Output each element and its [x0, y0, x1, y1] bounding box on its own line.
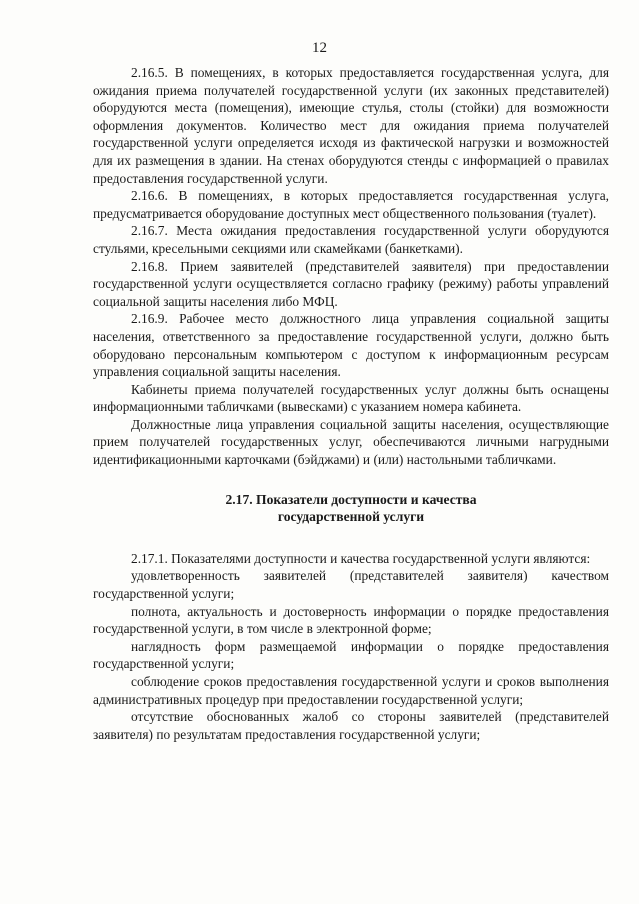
section-heading-2-17	[93, 491, 609, 526]
list-item-completeness: полнота, актуальность и достоверность информации о порядке предоставления государственной услуги, в том числе в электронной форме;	[93, 603, 609, 637]
section-heading-line-2: государственной услуги	[277, 509, 425, 525]
page-number: 12	[312, 40, 327, 56]
section-heading-line-1: 2.17. Показатели доступности и качества	[225, 491, 477, 507]
paragraph-2-16-9: 2.16.9. Рабочее место должностного лица управления социальной защиты населения, ответственного за предоставление государственной услуги, должно быть оборудовано персональным компьютером с доступом к информационным ресурсам управления социальной защиты населения.	[93, 311, 609, 380]
list-item-satisfaction: удовлетворенность заявителей (представителей заявителя) качеством государственной услуги;	[93, 568, 609, 602]
list-item-no-complaints: отсутствие обоснованных жалоб со стороны заявителей (представителей заявителя) по результатам предоставления государственной услуги;	[93, 709, 609, 742]
page-content	[93, 64, 609, 743]
paragraph-2-16-6: 2.16.6. В помещениях, в которых предоставляется государственная услуга, предусматривается оборудование доступных мест общественного пользования (туалет).	[93, 188, 609, 221]
paragraph-2-16-8: 2.16.8. Прием заявителей (представителей заявителя) при предоставлении государственной услуги осуществляется согласно графику (режиму) работы управлений социальной защиты населения либо МФЦ.	[93, 258, 609, 309]
paragraph-2-16-5: 2.16.5. В помещениях, в которых предоставляется государственная услуга, для ожидания приема получателей государственной услуги (их законных представителей) оборудуются места (помещения), имеющие стулья, столы (стойки) для возможности оформления документов. Количество мест для ожидания приема получателей государственной услуги определяется исходя из фактической нагрузки и возможностей для их размещения в здании. На стенах оборудуются стенды с информацией о правилах предоставления государственной услуги.	[93, 65, 609, 186]
paragraph-officials: Должностные лица управления социальной защиты населения, осуществляющие прием получателей государственных услуг, обеспечиваются личными нагрудными идентификационными карточками (бэйджами) и (или) настольными табличками.	[93, 416, 609, 468]
list-item-deadlines: соблюдение сроков предоставления государственной услуги и сроков выполнения административных процедур при предоставлении государственной услуги;	[93, 674, 609, 707]
list-item-visibility: наглядность форм размещаемой информации о порядке предоставления государственной услуги;	[93, 638, 609, 672]
paragraph-cabinets: Кабинеты приема получателей государственных услуг должны быть оснащены информационными табличками (вывесками) с указанием номера кабинета.	[93, 381, 609, 415]
paragraph-2-17-1: 2.17.1. Показателями доступности и качества государственной услуги являются:	[131, 550, 591, 566]
paragraph-2-16-7: 2.16.7. Места ожидания предоставления государственной услуги оборудуются стульями, кресельными секциями или скамейками (банкетками).	[93, 223, 609, 256]
